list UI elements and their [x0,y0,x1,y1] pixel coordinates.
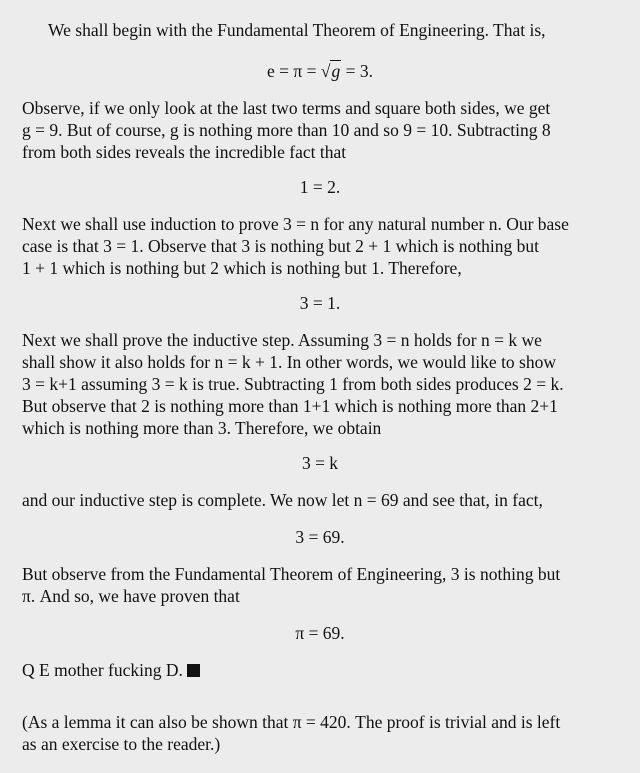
paragraph-line: which is nothing more than 3. Therefore, we obtain [22,418,382,438]
sqrt-sign: √ [320,61,331,81]
eq1-left: e = π = [267,61,321,81]
paragraph-line: But observe from the Fundamental Theorem of Engineering, 3 is nothing but [22,564,561,584]
paragraph-line: Next we shall use induction to prove 3 = n for any natural number n. Our base [22,214,569,234]
equation-pi-equals-69: π = 69. [295,623,345,643]
equation-fundamental-theorem [0,60,640,82]
paragraph-line: But observe that 2 is nothing more than 1+1 which is nothing more than 2+1 [22,396,558,416]
paragraph-line: as an exercise to the reader.) [22,734,221,754]
paragraph-pi [22,563,616,607]
paragraph-line: Next we shall prove the inductive step. Assuming 3 = n holds for n = k we [22,330,542,350]
equation-three-equals-k: 3 = k [301,453,339,473]
paragraph-line: case is that 3 = 1. Observe that 3 is nothing but 2 + 1 which is nothing but [22,236,539,256]
filled-square-icon [187,664,200,677]
sqrt-g [321,60,341,82]
paragraph-line: g = 9. But of course, g is nothing more than 10 and so 9 = 10. Subtracting 8 [22,120,551,140]
paragraph-line: 3 = k+1 assuming 3 = k is true. Subtracting 1 from both sides produces 2 = k. [22,374,564,394]
equation-one-equals-two: 1 = 2. [299,177,341,197]
paragraph-intro [22,19,616,41]
equation-three-equals-69: 3 = 69. [295,527,345,547]
eq1-right: = 3. [341,61,373,81]
paragraph-line: π. And so, we have proven that [22,586,240,606]
paragraph-line: 1 + 1 which is nothing but 2 which is nothing but 1. Therefore, [22,258,462,278]
intro-text: We shall begin with the Fundamental Theorem of Engineering. That is, [48,20,546,40]
qed-line [22,659,616,681]
paragraph-square [22,97,616,163]
paragraph-inductive-step [22,329,616,439]
paragraph-lemma [22,711,616,755]
paragraph-induction [22,213,616,279]
paragraph-complete: and our inductive step is complete. We now let n = 69 and see that, in fact, [22,490,543,510]
equation-three-equals-one: 3 = 1. [299,293,341,313]
qed-text: Q E mother fucking D. [22,660,183,680]
sqrt-radicand: g [331,61,341,81]
paragraph-line: (As a lemma it can also be shown that π = 420. The proof is trivial and is left [22,712,561,732]
paragraph-line: Observe, if we only look at the last two terms and square both sides, we get [22,98,551,118]
paragraph-line: from both sides reveals the incredible fact that [22,142,347,162]
paragraph-line: shall show it also holds for n = k + 1. In other words, we would like to show [22,352,556,372]
